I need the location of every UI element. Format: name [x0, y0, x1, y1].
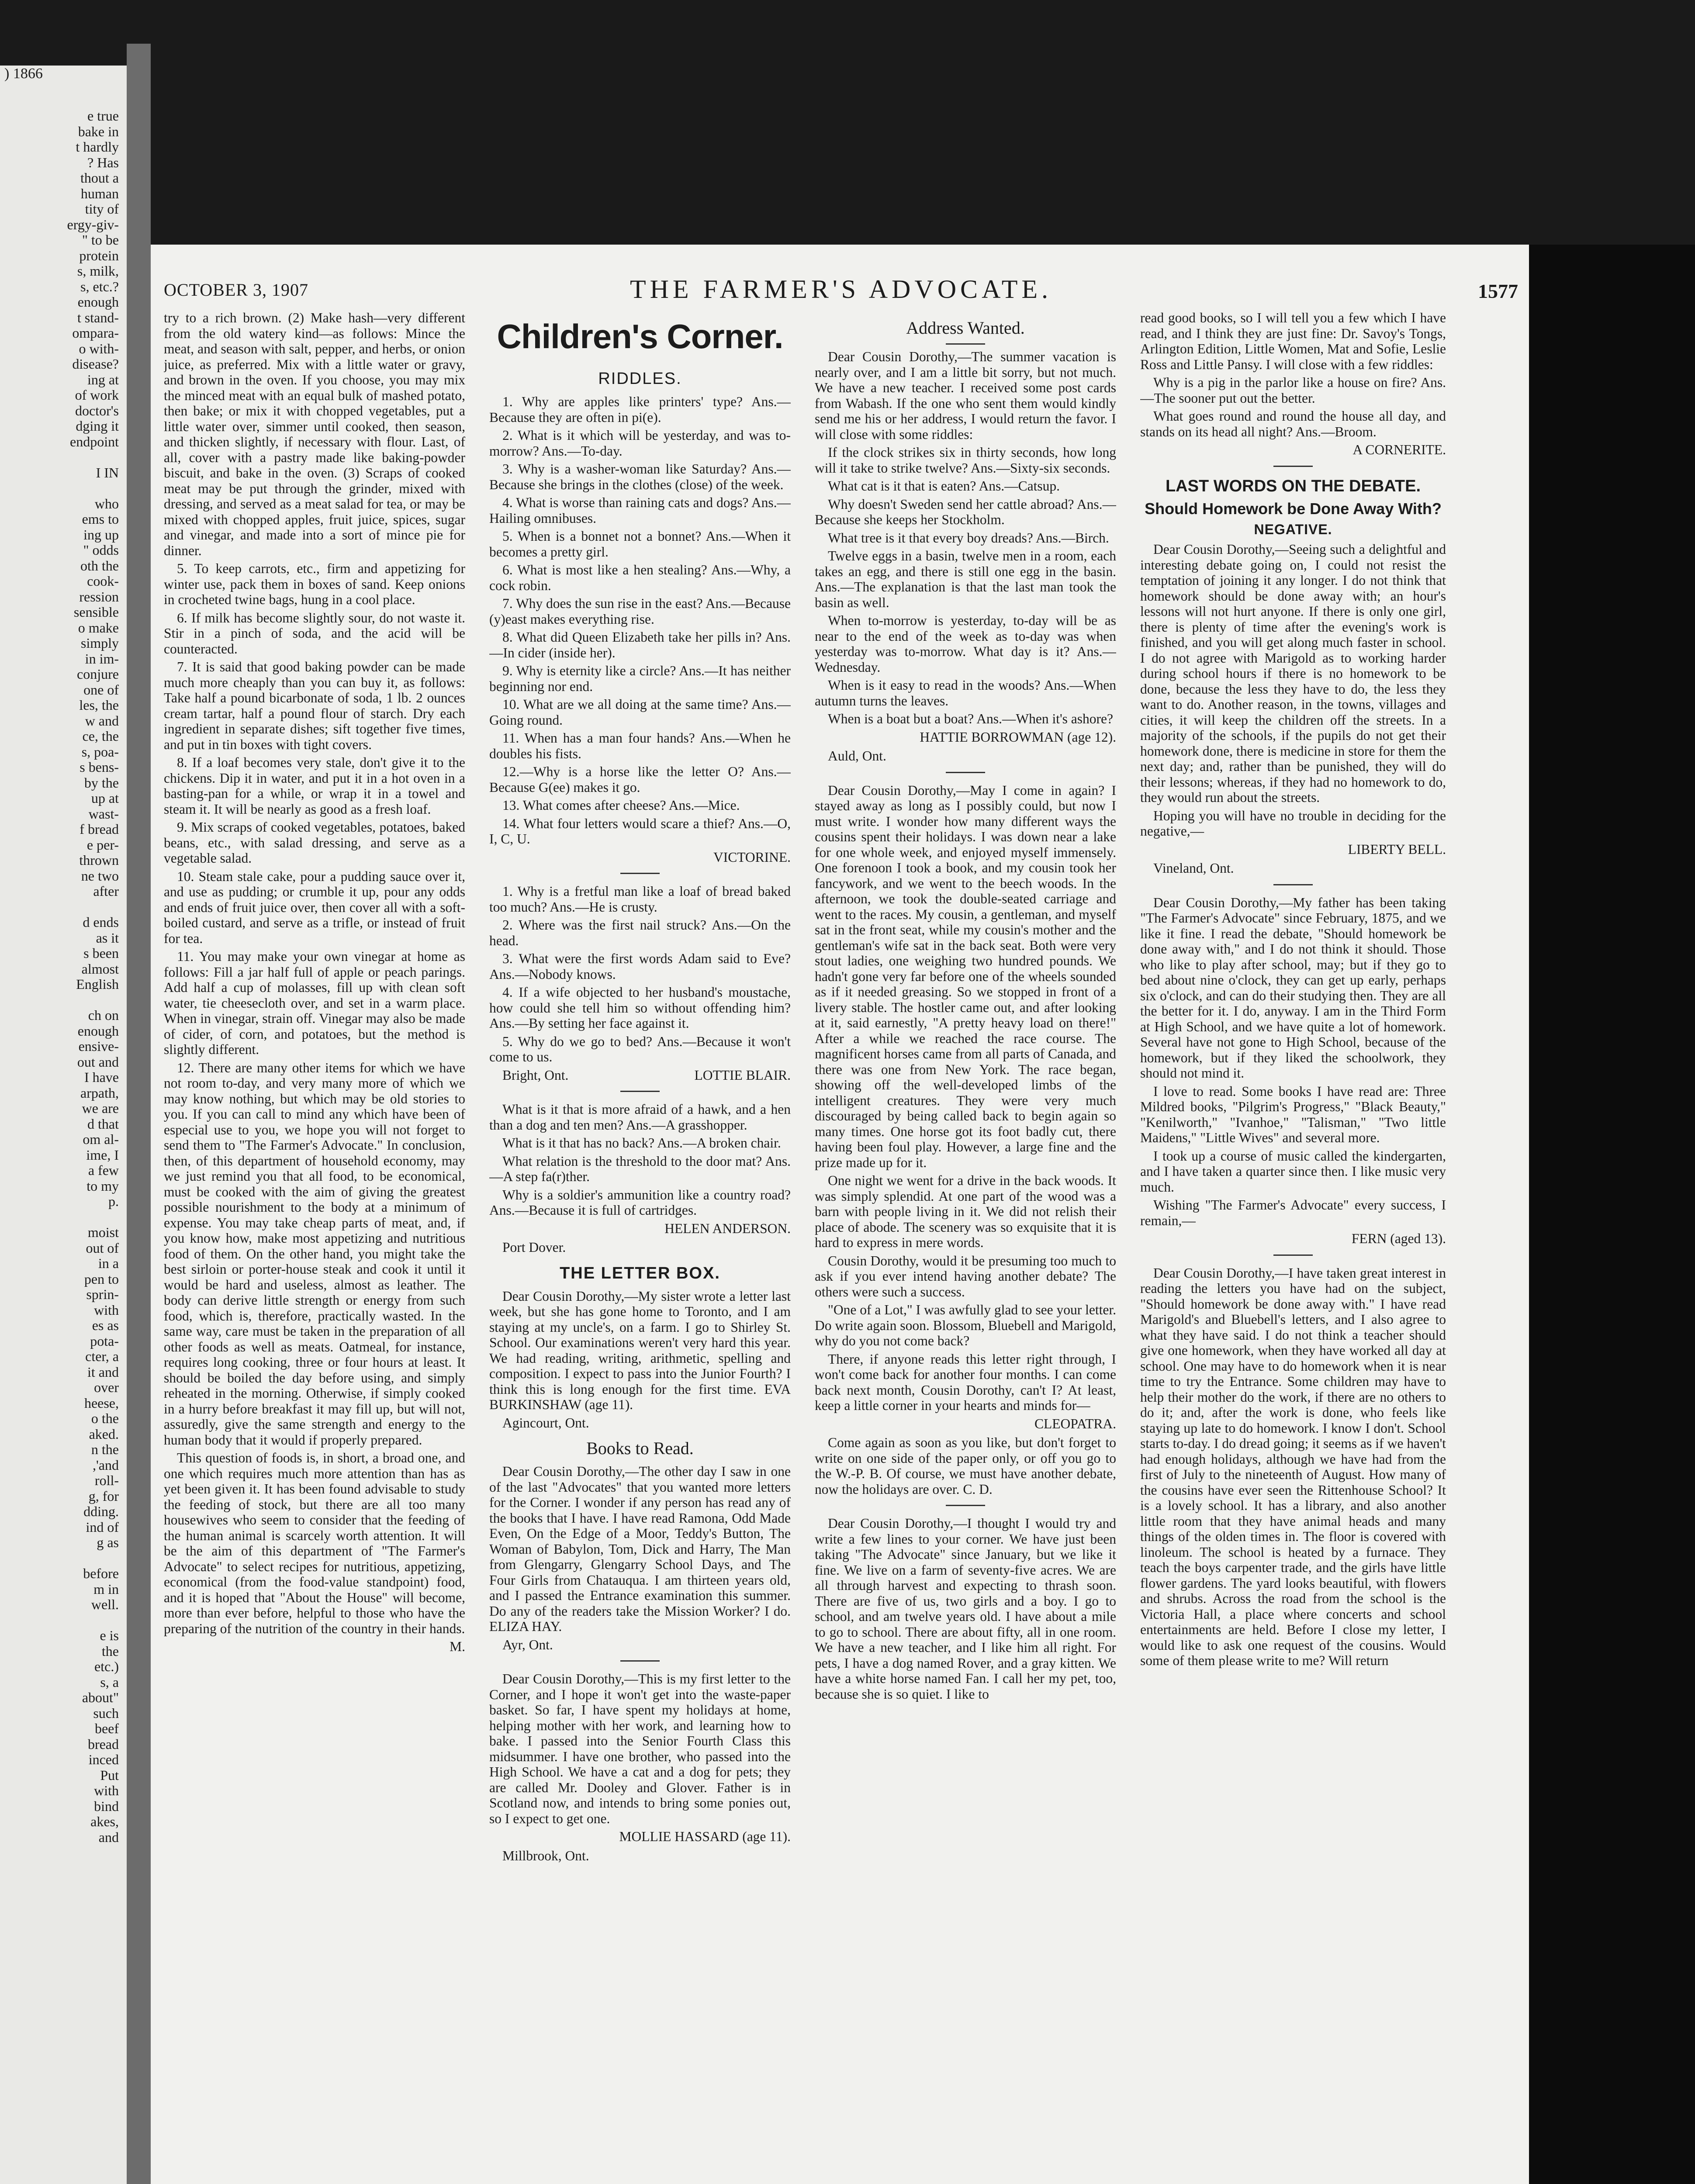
paragraph: 5. To keep carrots, etc., firm and appetizing for winter use, pack them in boxes of sand. Keep onions in crocheted twine bags, hung in a cool place.	[164, 561, 465, 607]
paragraph: 7. It is said that good baking powder can be made much more cheaply than you can buy it, as follows: Take half a pound bicarbonate of soda, 1 lb. 2 ounces cream tartar, half a pound flour of starch. Dry each ingredient in separate dishes; sift together five times, and put in tin boxes with tight covers.	[164, 659, 465, 752]
signature: VICTORINE.	[713, 849, 791, 865]
text-fragment: cook-	[87, 573, 119, 589]
page-number: 1577	[1478, 280, 1518, 302]
text-fragment: " odds	[83, 542, 119, 558]
text-fragment: n the	[91, 1441, 119, 1457]
text-fragment: I IN	[96, 464, 119, 480]
text-fragment: g, for	[88, 1488, 119, 1504]
text-fragment: o make	[78, 619, 119, 636]
riddle: 5. Why do we go to bed? Ans.—Because it won't come to us.	[489, 1033, 791, 1064]
text-fragment: with	[94, 1302, 119, 1318]
place: Vineland, Ont.	[1153, 860, 1234, 876]
text-fragment: doctor's	[75, 402, 119, 418]
text-fragment: arpath,	[80, 1085, 119, 1101]
riddle: What goes round and round the house all day, and stands on its head all night? Ans.—Broom.	[1140, 408, 1446, 439]
text-fragment: before	[83, 1565, 119, 1581]
place: Ayr, Ont.	[502, 1637, 553, 1652]
text-fragment: ing up	[83, 526, 119, 543]
paragraph: 11. You may make your own vinegar at home as follows: Fill a jar half full of apple or peach parings. Add half a cup of molasses, fill up with clean soft water, tie cheesecloth over, and set in a warm place. When in vinegar, strain off. Vinegar may also be made of cider, of corn, and potatoes, but the method is slightly different.	[164, 949, 465, 1057]
letter	[489, 1289, 791, 1413]
signature: LOTTIE BLAIR.	[694, 1067, 791, 1083]
letter: Dear Cousin Dorothy,—The summer vacation is nearly over, and I am a little bit sorry, but not much. We have a new teacher. I received some post cards from Wabash. If the one who sent them would kindly send me his or her address, I would return the favor. I will close with some riddles:	[815, 349, 1116, 442]
text-fragment: bake in	[78, 123, 119, 139]
text-fragment: sensible	[73, 604, 119, 620]
text-fragment: up at	[91, 790, 119, 806]
signature: M.	[450, 1639, 465, 1654]
riddle: 12.—Why is a horse like the letter O? Ans.—Because G(ee) makes it go.	[489, 764, 791, 795]
text-fragment: out of	[86, 1240, 119, 1256]
text-fragment	[0, 899, 127, 915]
text-fragment: well.	[91, 1597, 119, 1612]
text-fragment: m in	[93, 1581, 119, 1597]
text-fragment: almost	[81, 961, 119, 977]
text-fragment: moist	[87, 1224, 119, 1240]
text-fragment: ime, I	[86, 1147, 119, 1163]
text-fragment: pota-	[90, 1333, 119, 1349]
text-fragment: with	[94, 1783, 119, 1798]
text-fragment: out and	[77, 1054, 119, 1070]
letter: Hoping you will have no trouble in deciding for the negative,—	[1140, 808, 1446, 839]
text-fragment: heese,	[84, 1395, 119, 1411]
text-fragment: in a	[98, 1255, 119, 1271]
letter: Dear Cousin Dorothy,—I have taken great interest in reading the letters you have had on the subject, "Should homework be done away with." I have read Marigold's and Bluebell's letters, and I also agree to what they have said. I do not think a teacher should give one homework, when they have worked all day at school. One may have to do homework when it is near time to try the Entrance. Some children may have to help their mother do the work, if there are no others to do it; and, after the work is done, who feels like staying up late to do homework. I know I don't. School starts to-day. I do dread going; it seems as if we haven't had enough holidays, although we have had from the first of July to the nineteenth of August. How many of the cousins have ever seen the Rittenhouse School? It is a lovely school. It has a library, and also another little room that they have animal heads and many things of the olden times in. The floor is covered with linoleum. The school is heated by a furnace. They teach the boys carpenter trade, and the girls have little flower gardens. The yard looks beautiful, with flowers and shrubs. Across the road from the school is the Victoria Hall, a place where concerts and school entertainments are held. Before I close my letter, I would like to ask one request of the cousins. Would some of them please write to me? Will return	[1140, 1265, 1446, 1668]
text-fragment: tity of	[85, 201, 119, 217]
text-fragment: ind of	[86, 1519, 119, 1535]
text-fragment: English	[76, 976, 119, 992]
paragraph: 9. Mix scraps of cooked vegetables, potatoes, baked beans, etc., with salad dressing, and serve as a vegetable salad.	[164, 819, 465, 866]
text-fragment: simply	[80, 635, 119, 651]
text-fragment: conjure	[77, 666, 119, 682]
text-fragment: p.	[108, 1193, 119, 1209]
riddle: 13. What comes after cheese? Ans.—Mice.	[502, 798, 740, 813]
signature: ELIZA HAY.	[489, 1619, 562, 1634]
text-fragment: t stand-	[77, 309, 119, 325]
letter-box-heading: THE LETTER BOX.	[560, 1264, 720, 1282]
text-fragment: in im-	[85, 650, 119, 667]
text-fragment: inced	[88, 1752, 119, 1767]
text-fragment: w and	[85, 712, 119, 729]
text-fragment: e is	[100, 1628, 119, 1643]
text-fragment: s, a	[100, 1674, 119, 1690]
text-fragment: enough	[77, 294, 119, 310]
text-fragment: s, milk,	[77, 263, 119, 279]
riddle: 4. If a wife objected to her husband's moustache, how could she tell him so without offending him? Ans.—By setting her face against it.	[489, 985, 791, 1031]
paragraph: This question of foods is, in short, a broad one, and one which requires much more attention than has as yet been given it. It has been found advisable to study the feeding of stock, but there are all too many housewives who seem to consider that the feeding of the human animal is scarcely worth attention. It will be the aim of this department of "The Farmer's Advocate" to select recipes for nutritious, appetizing, economical (from the food-value standpoint) food, and it is hoped that "About the House" will become, more than ever before, helpful to those who have the preparing of the nutrition of the country in their hands.	[164, 1450, 465, 1636]
letter: Wishing "The Farmer's Advocate" every success, I remain,—	[1140, 1197, 1446, 1228]
text-fragment: protein	[79, 247, 119, 263]
text-fragment: etc.)	[94, 1659, 119, 1674]
text-fragment: as it	[96, 930, 119, 946]
text-fragment: such	[93, 1705, 119, 1721]
section-title: Children's Corner.	[497, 317, 783, 356]
riddle: When is a boat but a boat? Ans.—When it's ashore?	[828, 711, 1113, 726]
signature: CLEOPATRA.	[1034, 1416, 1116, 1431]
signature: HELEN ANDERSON.	[664, 1220, 791, 1236]
divider	[946, 1505, 985, 1506]
letter: There, if anyone reads this letter right through, I won't come back for another four months. I can come back next month, Cousin Dorothy, can't I? At least, keep a little corner in your hearts and minds for—	[815, 1351, 1116, 1413]
riddle: What cat is it that is eaten? Ans.—Catsup.	[828, 478, 1060, 494]
text-fragment: les, the	[79, 697, 119, 713]
riddle: Why is a soldier's ammunition like a country road? Ans.—Because it is full of cartridges.	[489, 1187, 791, 1218]
riddle: What is it that is more afraid of a hawk, and a hen than a dog and ten men? Ans.—A grasshopper.	[489, 1102, 791, 1133]
debate-side: NEGATIVE.	[1254, 521, 1332, 537]
text-fragment: om al-	[83, 1131, 119, 1147]
place: Millbrook, Ont.	[502, 1848, 589, 1863]
divider	[946, 343, 985, 345]
riddle: Twelve eggs in a basin, twelve men in a room, each takes an egg, and there is still one egg in the basin. Ans.—The explanation is that the last man took the basin as well.	[815, 548, 1116, 610]
text-fragment: human	[80, 185, 119, 201]
riddles-list-1	[489, 394, 791, 847]
text-fragment: a few	[88, 1162, 119, 1178]
divider	[620, 873, 660, 874]
previous-page-folio: ) 1866	[4, 66, 43, 82]
riddle: 3. Why is a washer-woman like Saturday? Ans.—Because she brings in the clothes (close) of the week.	[489, 461, 791, 492]
riddle: When is it easy to read in the woods? Ans.—When autumn turns the leaves.	[815, 677, 1116, 708]
divider	[620, 1091, 660, 1092]
text-fragment: bind	[94, 1798, 119, 1814]
text-fragment: aked.	[89, 1426, 119, 1442]
previous-page-text	[0, 108, 127, 1845]
text-fragment: d that	[87, 1116, 119, 1132]
page-header	[164, 271, 1518, 310]
paragraph: 12. There are many other items for which we have not room to-day, and very many more of which we may know nothing, but which may be old stories to you. If you can call to mind any which have been of especial use to you, we hope you will not forget to send them to "The Farmer's Advocate." In conclusion, then, of this department of household economy, may we just remind you that all food, to be economical, must be cooked with the aim of giving the greatest possible nourishment to the body at a minimum of expense. You may take cheap parts of meat, and, if you know how, make most appetizing and nutritious food of them. On the other hand, you might take the best sirloin or porter-house steak and cook it until it would be hard and useless, almost as leather. The body can derive little strength or energy from such food, which is, therefore, practically wasted. In the same way, care must be taken in the preparation of all other foods as well as meats. Oatmeal, for instance, requires long cooking, three or four hours at least. It should be boiled the day before using, and simply reheated in the morning. Otherwise, if simply cooked in a hurry before breakfast it may fill up, but will not, assuredly, give the same strength and energy to the human body that it would if properly prepared.	[164, 1060, 465, 1448]
scan-background	[1529, 245, 1695, 2184]
letter: One night we went for a drive in the back woods. It was simply splendid. At one part of the wood was a barn with people living in it. We did not relish their place of abode. The scenery was so exquisite that it is hard to express in mere words.	[815, 1173, 1116, 1250]
column-2	[489, 310, 791, 2184]
text-fragment: beef	[94, 1721, 119, 1736]
divider	[1273, 1254, 1313, 1256]
paragraph: 8. If a loaf becomes very stale, don't give it to the chickens. Dip it in water, and put it in a hot oven in a basting-pan for a while, or wrap it in a towel and steam it. It will be nearly as good as a fresh loaf.	[164, 755, 465, 817]
letter: I love to read. Some books I have read are: Three Mildred books, "Pilgrim's Progress," "Black Beauty," "Kenilworth," "Ivanhoe," "Talisman," "Two little Maidens," "Little Wives" and several more.	[1140, 1083, 1446, 1145]
letter: I took up a course of music called the kindergarten, and I have taken a quarter since then. I like music very much.	[1140, 1148, 1446, 1195]
riddle: 11. When has a man four hands? Ans.—When he doubles his fists.	[489, 730, 791, 761]
editor-note: Come again as soon as you like, but don't forget to write on one side of the paper only, or off you go to the W.-P. B. Of course, we must have another debate, now the holidays are over. C. D.	[815, 1435, 1116, 1497]
text-fragment: enough	[77, 1023, 119, 1039]
text-fragment: es as	[92, 1317, 119, 1333]
divider	[1273, 466, 1313, 467]
text-fragment: bread	[87, 1736, 119, 1752]
riddle: 2. Where was the first nail struck? Ans.—On the head.	[489, 917, 791, 948]
riddle: What relation is the threshold to the door mat? Ans.—A step fa(r)ther.	[489, 1153, 791, 1184]
text-fragment: ompara-	[72, 325, 119, 341]
text-fragment: dging it	[76, 418, 119, 434]
place: Auld, Ont.	[828, 748, 886, 764]
divider	[946, 772, 985, 773]
text-fragment: to my	[86, 1178, 119, 1194]
text-fragment	[0, 449, 127, 465]
text-fragment: I have	[84, 1069, 119, 1085]
riddle: 9. Why is eternity like a circle? Ans.—It has neither beginning nor end.	[489, 663, 791, 694]
letter: Dear Cousin Dorothy,—This is my first letter to the Corner, and I hope it won't get into the waste-paper basket. So far, I have spent my holidays at home, helping mother with her work, and learning how to bake. I passed into the Senior Fourth Class this midsummer. I have one brother, who passed into the High School. We have a cat and a dog for pets; they are called Mr. Dooley and Glover. Father is in Scotland now, and intends to bring some ponies out, so I expect to get one.	[489, 1671, 791, 1826]
text-fragment: and	[98, 1829, 119, 1845]
riddle: 4. What is worse than raining cats and dogs? Ans.—Hailing omnibuses.	[489, 495, 791, 526]
previous-page-fragment	[0, 66, 127, 2184]
text-fragment: t hardly	[76, 139, 119, 155]
riddle: 6. What is most like a hen stealing? Ans.—Why, a cock robin.	[489, 562, 791, 593]
text-fragment: thrown	[79, 852, 119, 868]
place: Port Dover.	[502, 1240, 566, 1255]
signature: FERN (aged 13).	[1351, 1231, 1446, 1246]
riddle: Why is a pig in the parlor like a house on fire? Ans.—The sooner put out the better.	[1140, 375, 1446, 406]
issue-date: OCTOBER 3, 1907	[164, 280, 308, 300]
text-fragment: ems to	[82, 511, 119, 527]
text-fragment: o the	[91, 1410, 119, 1426]
riddle: Why doesn't Sweden send her cattle abroad? Ans.—Because she keeps her Stockholm.	[815, 496, 1116, 527]
riddle: What is it that has no back? Ans.—A broken chair.	[502, 1135, 781, 1151]
signature: EVA BURKINSHAW (age 11).	[489, 1381, 791, 1412]
text-fragment	[0, 480, 127, 496]
text-fragment: one of	[83, 681, 119, 698]
riddle: 7. Why does the sun rise in the east? Ans.—Because (y)east makes everything rise.	[489, 596, 791, 627]
text-fragment: o with-	[79, 340, 119, 356]
newspaper-page	[151, 245, 1529, 2184]
text-fragment: ? Has	[87, 154, 119, 170]
signature: MOLLIE HASSARD (age 11).	[619, 1829, 791, 1844]
books-heading: Books to Read.	[586, 1438, 694, 1458]
text-fragment: s been	[83, 945, 119, 961]
letter: Dear Cousin Dorothy,—May I come in again? I stayed away as long as I possibly could, but now I must write. I wonder how many different ways the cousins spent their holidays. I was down near a lake for one whole week, and enjoyed myself immensely. One forenoon I took a book, and my cousin took her fancywork, and we went to the beech woods. In the afternoon, we took the double-seated carriage and went to the races. My cousin, a gentleman, and myself sat in the front seat, while my cousin's mother and the gentleman's wife sat in the back seat. Both were very stout ladies, one weighing two hundred pounds. We hadn't gone very far before one of the wheels sounded as if it needed greasing. So we stopped in front of a livery stable. The hostler came out, and after looking at it, said earnestly, "A pretty heavy load on there!" After a while we reached the race course. The magnificent horses came from all parts of Canada, and there was one from New York. The race began, showing off the well-developed limbs of the intelligent creatures. They were very much discouraged by being called back to begin again so many times. One horse got its foot badly cut, there having been foul play. However, a large fine and the prize made up for it.	[815, 782, 1116, 1170]
text-fragment: s, poa-	[81, 743, 119, 760]
text-fragment: ing at	[87, 371, 119, 387]
text-fragment: by the	[84, 774, 119, 791]
riddle: 1. Why is a fretful man like a loaf of bread baked too much? Ans.—He is crusty.	[489, 884, 791, 915]
letter-text: Dear Cousin Dorothy,—My sister wrote a letter last week, but she has gone home to Toronto, and I am staying at my uncle's, on a farm. I go to Shirley St. School. Our examinations weren't very hard this year. We had reading, writing, arithmetic, spelling and composition. I expect to pass into the Junior Fourth? I think this is long enough for the first time.	[489, 1288, 791, 1397]
text-fragment: cter, a	[85, 1348, 119, 1364]
text-fragment: it and	[87, 1364, 119, 1380]
text-fragment: after	[93, 883, 119, 899]
riddle: If the clock strikes six in thirty seconds, how long will it take to strike twelve? Ans.—Sixty-six seconds.	[815, 445, 1116, 476]
riddle: 5. When is a bonnet not a bonnet? Ans.—When it becomes a pretty girl.	[489, 529, 791, 560]
text-fragment: f bread	[80, 821, 119, 837]
riddle: 1. Why are apples like printers' type? Ans.—Because they are often in pi(e).	[489, 394, 791, 425]
debate-heading: LAST WORDS ON THE DEBATE.	[1165, 477, 1421, 495]
text-fragment: d ends	[83, 914, 119, 930]
text-fragment: ne two	[81, 867, 119, 884]
text-fragment: disease?	[72, 356, 119, 372]
divider	[620, 1660, 660, 1662]
signature-line	[489, 1068, 791, 1083]
text-fragment	[0, 1209, 127, 1225]
text-fragment: ch on	[88, 1007, 119, 1023]
text-fragment: sprin-	[86, 1286, 119, 1302]
letter: Cousin Dorothy, would it be presuming too much to ask if you ever intend having another debate? The others were such a success.	[815, 1253, 1116, 1299]
column-1	[164, 310, 465, 2184]
signature: A CORNERITE.	[1353, 442, 1446, 457]
text-fragment: ergy-giv-	[67, 216, 119, 232]
text-fragment: dding.	[83, 1503, 119, 1519]
riddle: What tree is it that every boy dreads? Ans.—Birch.	[828, 530, 1109, 546]
text-fragment: roll-	[94, 1472, 119, 1488]
riddle: 3. What were the first words Adam said to Eve? Ans.—Nobody knows.	[489, 951, 791, 982]
text-fragment: g as	[97, 1534, 119, 1550]
text-fragment: e true	[87, 108, 119, 124]
text-fragment: ,'and	[93, 1457, 119, 1473]
riddles-heading: RIDDLES.	[598, 370, 682, 388]
text-fragment: oth the	[80, 557, 119, 574]
masthead-title: THE FARMER'S ADVOCATE.	[630, 275, 1052, 304]
text-fragment: of work	[75, 387, 119, 403]
text-fragment: s bens-	[80, 759, 119, 775]
text-fragment	[0, 1551, 127, 1566]
address-wanted-heading: Address Wanted.	[906, 318, 1025, 338]
paragraph: 10. Steam stale cake, pour a pudding sauce over it, and use as pudding; or crumble it up, pour any odds and ends of fruit juice over, then cover all with a soft-boiled custard, and serve as a trifle, or instead of fruit for tea.	[164, 868, 465, 946]
text-fragment: we are	[82, 1100, 119, 1116]
debate-question: Should Homework be Done Away With?	[1145, 499, 1442, 518]
letter: Dear Cousin Dorothy,—My father has been taking "The Farmer's Advocate" since February, 1875, and we like it fine. I read the debate, "Should homework be done away with," and I do not think it should. Those who like to play after school, may; but if they go to bed about nine o'clock, they can get up early, perhaps six o'clock, and can do their studying then. They are all the better for it. I do, anyway. I am in the Third Form at High School, and we have quite a lot of homework. Several have not gone to High School, because of the homework, but if they liked the schoolwork, they should not mind it.	[1140, 895, 1446, 1081]
divider	[1273, 884, 1313, 885]
text-fragment	[0, 1613, 127, 1628]
column-4	[1140, 310, 1446, 2184]
text-fragment: about"	[82, 1690, 119, 1705]
text-fragment: ression	[79, 588, 119, 605]
text-fragment: the	[101, 1643, 119, 1659]
letter: Dear Cousin Dorothy,—I thought I would try and write a few lines to your corner. We have just been taking "The Advocate" since January, but we like it fine. We live on a farm of seventy-five acres. We are all through harvest and expecting to thrash soon. There are five of us, two girls and a boy. I go to school, and am twelve years old. I have about a mile to go to school. There are about fifty, all in one room. We have a new teacher, and I like him all right. For pets, I have a dog named Rover, and a gray kitten. We have a white horse named Fan. I call her my pet, too, because she is so quiet. I like to	[815, 1516, 1116, 1702]
letter	[489, 1464, 791, 1635]
riddle: 2. What is it which will be yesterday, and was to-morrow? Ans.—To-day.	[489, 428, 791, 459]
text-fragment: endpoint	[70, 433, 119, 449]
paragraph: 6. If milk has become slightly sour, do not waste it. Stir in a pinch of soda, and the acid will be counteracted.	[164, 610, 465, 657]
column-3	[815, 310, 1116, 2184]
text-fragment: Put	[100, 1767, 119, 1783]
text-fragment: " to be	[82, 232, 119, 248]
riddle: When to-morrow is yesterday, to-day will be as near to the end of the week as to-day was when yesterday was to-morrow. What day is it? Ans.—Wednesday.	[815, 613, 1116, 675]
text-fragment: over	[94, 1379, 119, 1395]
place: Bright, Ont.	[502, 1067, 569, 1083]
signature: HATTIE BORROWMAN (age 12).	[920, 729, 1116, 745]
place: Agincourt, Ont.	[502, 1415, 589, 1431]
text-fragment: ce, the	[82, 728, 119, 744]
letter: "One of a Lot," I was awfully glad to see your letter. Do write again soon. Blossom, Bluebell and Marigold, why do you not come back?	[815, 1302, 1116, 1348]
signature: LIBERTY BELL.	[1348, 841, 1446, 857]
letter-text: Dear Cousin Dorothy,—The other day I saw in one of the last "Advocates" that you wanted more letters for the Corner. I wonder if any person has read any of the books that I have. I have read Ramona, Odd Made Even, On the Edge of a Moor, Teddy's Button, The Woman of Babylon, Tom, Dick and Harry, The Man from Glengarry, Glengarry School Days, and The Four Girls from Chatauqua. I am thirteen years old, and I passed the Entrance examination this summer. Do any of the readers take the Mission Worker? I do.	[489, 1464, 791, 1619]
text-fragment: who	[94, 495, 119, 511]
paragraph: try to a rich brown. (2) Make hash—very different from the old watery kind—as follows: Mince the meat, and season with salt, pepper, and herbs, or onion juice, as preferred. Mix with a little water or gravy, and brown in the oven. If you choose, you may mix the minced meat with an equal bulk of mashed potato, then bake; or mix it with chopped vegetables, put a little water over, simmer until cooked, then season, and thicken slightly, if necessary with flour. Last, of all, cover with a pastry made like baking-powder biscuit, and bake in the oven. (3) Scraps of cooked meat may be put through the grinder, mixed with dressing, and served as a meat salad for tea, or may be mixed with chopped apples, fruit juice, spices, sugar and vinegar, and made into a sort of mince pie for dinner.	[164, 310, 465, 558]
text-fragment: akes,	[90, 1814, 119, 1829]
text-fragment: s, etc.?	[80, 278, 119, 294]
text-fragment: thout a	[80, 170, 119, 186]
riddle: 8. What did Queen Elizabeth take her pills in? Ans.—In cider (inside her).	[489, 629, 791, 660]
text-fragment: e per-	[86, 836, 119, 853]
riddle: 10. What are we all doing at the same time? Ans.—Going round.	[489, 697, 791, 728]
book-gutter	[127, 44, 151, 2184]
text-fragment: ensive-	[78, 1038, 119, 1054]
text-fragment: wast-	[88, 805, 119, 822]
text-fragment	[0, 992, 127, 1008]
letter: Dear Cousin Dorothy,—Seeing such a delightful and interesting debate going on, I could not resist the temptation of joining it any longer. I do not think that homework should be done away with; an hour's lessons will not hurt anyone. If there is only one girl, there is plenty of time after the evening's work is finished, and you will get along much faster in school. I do not agree with Marigold as to working harder during school hours if there is no homework to be done, because the less they have to do, the less they want to do. Another reason, in the towns, villages and cities, it will keep the children off the streets. In a majority of the schools, if the pupils do not get their homework done, there is medicine in store for them the next day; and, rather than be punished, they will do their lessons; whereas, if they had no homework to do, they would run about the streets.	[1140, 542, 1446, 805]
text-fragment: pen to	[84, 1271, 119, 1287]
letter: read good books, so I will tell you a few which I have read, and I think they are just fine: Dr. Savoy's Tongs, Arlington Edition, Little Women, Mat and Sofie, Leslie Ross and Little Pansy. I will close with a few riddles:	[1140, 310, 1446, 372]
riddle: 14. What four letters would scare a thief? Ans.—O, I, C, U.	[489, 816, 791, 847]
